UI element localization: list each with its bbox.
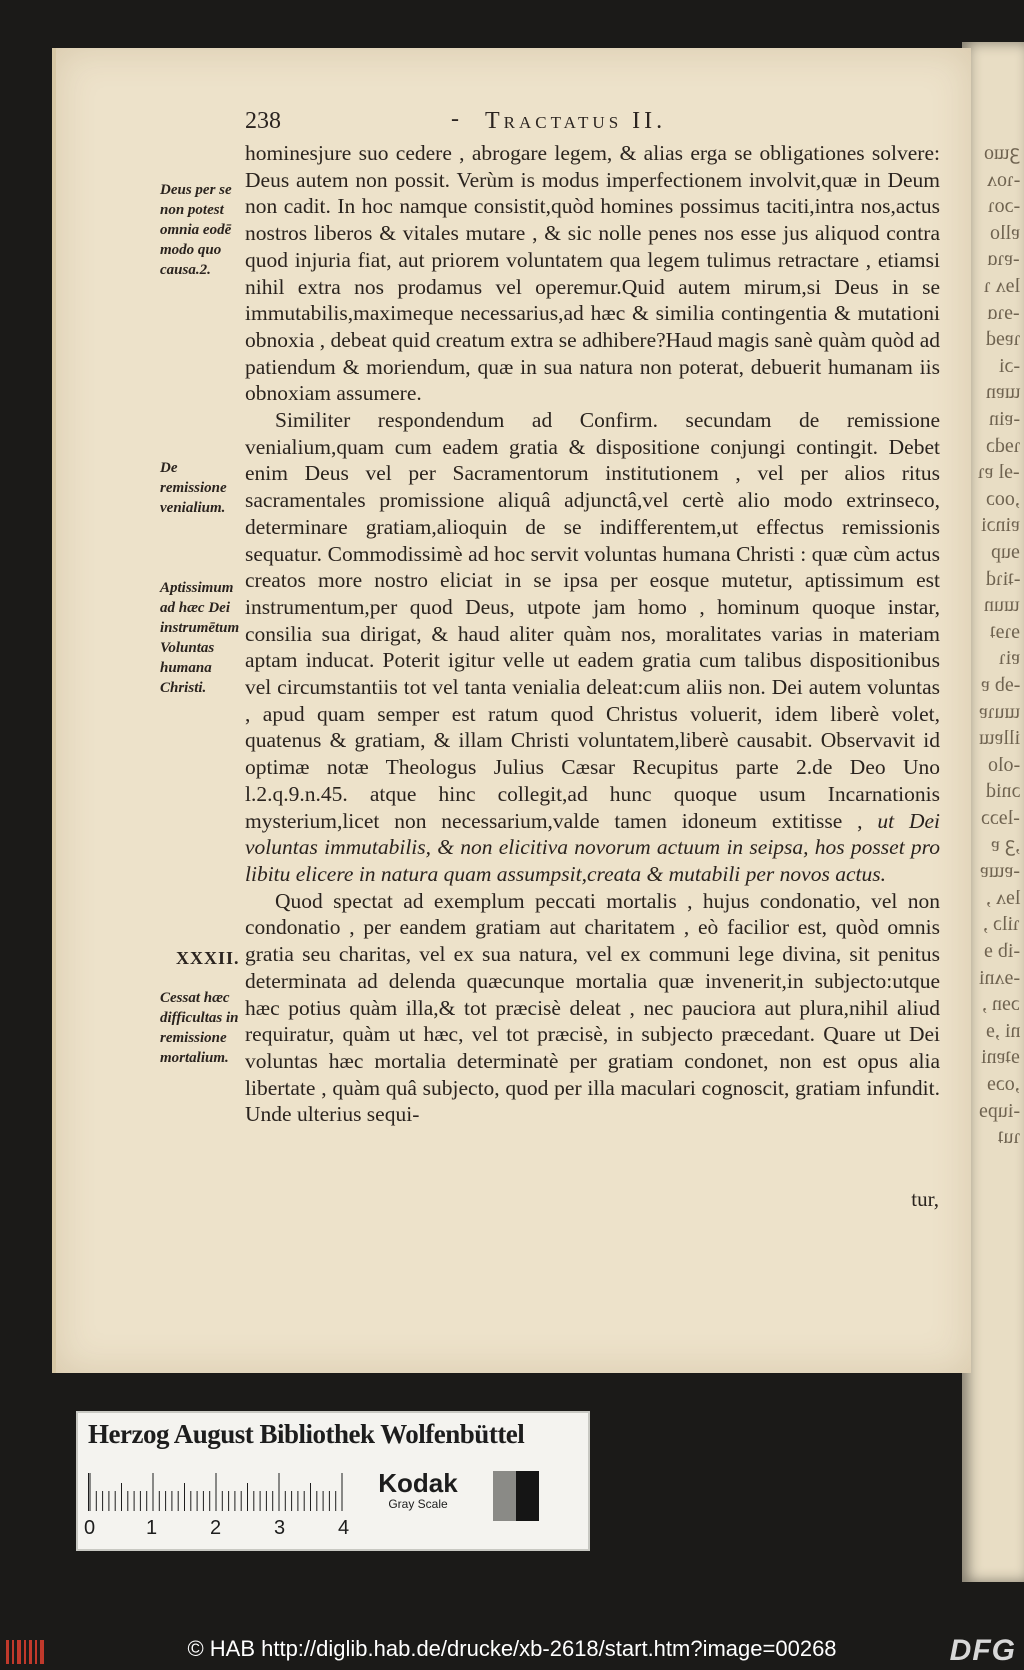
bleed-fragment: ɘʇɐni [981, 1046, 1020, 1069]
facing-page-edge [962, 42, 1024, 1582]
bleed-fragment: lɘʌ , [985, 886, 1020, 909]
kodak-label [368, 1469, 468, 1511]
bleed-fragment: -ɐɿɑ [987, 248, 1020, 271]
black-patch [516, 1471, 539, 1521]
bleed-fragment: ɔnid [985, 780, 1020, 803]
footer-bar [0, 1630, 1024, 1670]
bleed-fragment: -ɿoʌ [986, 168, 1020, 191]
margin-note-deus: Deus per se non potest omnia eodē modo quo causa.2. [160, 182, 232, 278]
bleed-fragment: -ɘl ɐɿ [978, 461, 1020, 484]
margin-note-remissione-venialium: De remissione venialium. [160, 460, 227, 516]
ruler-number: 4 [338, 1517, 350, 1539]
bleed-fragment: -ɐin [988, 408, 1020, 430]
bleed-fragment: ꝫɯo [984, 142, 1020, 164]
bleed-fragment: -olo [987, 753, 1020, 776]
ruler-number: 1 [146, 1517, 158, 1539]
bleed-fragment: ɐllo [990, 221, 1020, 244]
bleed-fragment: ɐinɔi [981, 514, 1020, 537]
bleed-fragment: ɘup [991, 541, 1020, 563]
bleed-fragment: ɯuɿɐ [978, 700, 1020, 723]
bleed-fragment: ɯɐn [985, 381, 1020, 404]
body-text [245, 140, 940, 1128]
bleed-fragment: ɐiɿ [998, 647, 1020, 670]
scale-ruler [88, 1473, 348, 1511]
running-head-title: Tractatus II. [485, 108, 667, 134]
bleed-fragment: illɐɯ [978, 727, 1020, 750]
gray-scale-label: Gray Scale [388, 1497, 448, 1511]
page-number: 238 [245, 108, 281, 134]
catchword: tur, [911, 1187, 939, 1211]
bleed-fragment: ɿɐɘd [985, 328, 1020, 351]
paragraph-1: hominesjure suo cedere , abrogare legem, & alias erga se obligationes solvere: Deus autem non possit. Verùm is modus imperfectionem involvit,quæ in Deum non cadit. In hoc namque consistit,quòd homines possimus taciti,intra nos,actus nostros liberos & vitales mutare , & sic nolle penes nos esse jus aliquod contra quod injuria fiat, aut priorem voluntatem qua legem tulimus retractare , etiamsi nihil extra nos prodamus vel operemur.Quid autem mirum,si Deus in se immutabilis,maximeque necessarius,ad hæc & similia contingentia & mutationi obnoxia , debeat quid creatum extra se adhibere?Haud magis sanè quàm quòd ad patiendum & moriendum, quæ in sua natura non poterat, debuerit humanam iis obnoxiam assumere. [245, 141, 940, 406]
margin-note-aptissimum: Aptissimum ad hæc Dei instrumētum Voluntas humana Christi. [160, 580, 240, 696]
bleed-fragment: lɘʌ ɿ [983, 275, 1020, 297]
bleed-fragment: -ɔoɿ [987, 195, 1020, 218]
bleed-fragment: -ɘb ɐ [980, 674, 1020, 696]
bleed-fragment: -iupɘ [978, 1099, 1020, 1122]
running-head [245, 108, 945, 138]
bleed-fragment: ɿilɔ , [983, 913, 1020, 936]
bleed-fragment: -ɘʌni [978, 966, 1020, 989]
bleed-fragment: ni ,ɘ [985, 1019, 1020, 1042]
bleed-fragment: -ɐɯɐ [980, 860, 1020, 883]
bleed-fragment: -ib ɘ [983, 940, 1020, 962]
library-name: Herzog August Bibliothek Wolfenbüttel [88, 1419, 525, 1449]
copyright-url: © HAB http://diglib.hab.de/drucke/xb-2618/start.htm?image=00268 [187, 1636, 837, 1661]
bleed-fragment: ɔɘn , [982, 993, 1020, 1016]
color-target-card [76, 1411, 590, 1551]
ruler-number: 3 [274, 1517, 286, 1539]
dfg-logo: DFG [949, 1634, 1016, 1667]
margin-note-cessat: Cessat hæc difficultas in remissione mortalium. [160, 990, 239, 1066]
bleed-fragment: ɘɿɘʇ [990, 620, 1020, 643]
paragraph-3: Quod spectat ad exemplum peccati mortalis , hujus condonatio, vel non condonatio , per eandem gratiam aut charitatem , eò facilior est, quòd omnis gratia seu charitas, vel ex sua natura, vel ex communi lege divina, sit penitus determinata ad delenda quæcunque mortalia quæ invenerit,in subjecto:utque hæc potius quàm illa,& tot præcisè deleat , nec pauciora aut plura,nihil aliud requiratur, quàm ut hæc, vel tot præcisè, in subjecto præcedant. Quare ut Dei voluntas hæc mortalia determinatè per gratiam condonet, non est opus alia libertate , quàm quâ subjecto, quod per illa maculari cognoscit, gratiam infundit. Unde ulterius sequi- [245, 888, 940, 1127]
bleed-fragment: -ɘɿɑ [987, 301, 1020, 324]
paragraph-2-italic: ut Dei voluntas immutabilis, & non elicitiva novorum actuum in seipsa, hos posset pro libitu elicere in natura quam assumpsit,creata & mutabili per novos actus. [245, 808, 940, 886]
bleed-fragment: ,ooɔ [986, 487, 1020, 510]
section-numeral: XXXII. [176, 948, 240, 968]
bleed-fragment: -lɘɔɔ [981, 807, 1020, 829]
bleed-fragment: ɿuʇ [997, 1126, 1020, 1149]
running-head-dash: - [451, 106, 459, 132]
paragraph-2 [245, 407, 940, 888]
bleed-fragment: ,oɔɘ [987, 1073, 1020, 1095]
gray-patch [493, 1471, 516, 1521]
ruler-numbers [84, 1517, 364, 1543]
ruler-number: 2 [210, 1517, 222, 1539]
gray-scale-swatch [493, 1471, 539, 1521]
bleed-fragment: ,ꝫ ɐ [990, 833, 1020, 856]
bleed-fragment: ɯun [984, 594, 1020, 617]
ruler-number: 0 [84, 1517, 96, 1539]
paragraph-2-text: Similiter respondendum ad Confirm. secundam de remissione venialium,quam cum eadem gratia & dispositione conjungi contingit. Debet enim Deus vel per Sacramentorum institutionem , vel per alios ritus sacramentales promissione aliquâ adjunctâ,vel certè alio modo extrinseco, determinare gratiam,alioquin de se indifferentem,ut effectus remissionis sequatur. Commodissimè ad hoc servit voluntas humana Christi : quæ cùm actus creatos more nostro eliciat in se ipsa per eosque mutetur, aptissimum est instrumentum,per quod Deus, utpote jam homo , hominum quoque instar, consilia sua dirigat, & haud aliter quàm nos, moralitates varias in materiam aptam inducat. Poterit igitur velle ut eadem gratia cum talibus dispositionibus vel circumstantiis tot vel tanta venialia deleat:cum aliis non. Dei autem voluntas , apud quam semper est ratum quod Christus voluerit, idem liberè volet, quatenus & gratiam, & illam Christi voluntatem,liberè causabit. Observavit id optimæ notæ Theologus Julius Cæsar Recupitus parte 2.de Deo Uno l.2.q.9.n.45. atque hinc collegit,ad hunc quoque usum Incarnationis mysterium,licet non necessarium,valde tamen idoneum extitisse , [245, 408, 940, 833]
bleed-fragment: ɿɘdɔ [985, 434, 1020, 457]
bleed-fragment: -ʇiɿd [985, 567, 1020, 590]
bleed-fragment: -ɔi [998, 354, 1020, 377]
kodak-brand: Kodak [378, 1468, 458, 1498]
